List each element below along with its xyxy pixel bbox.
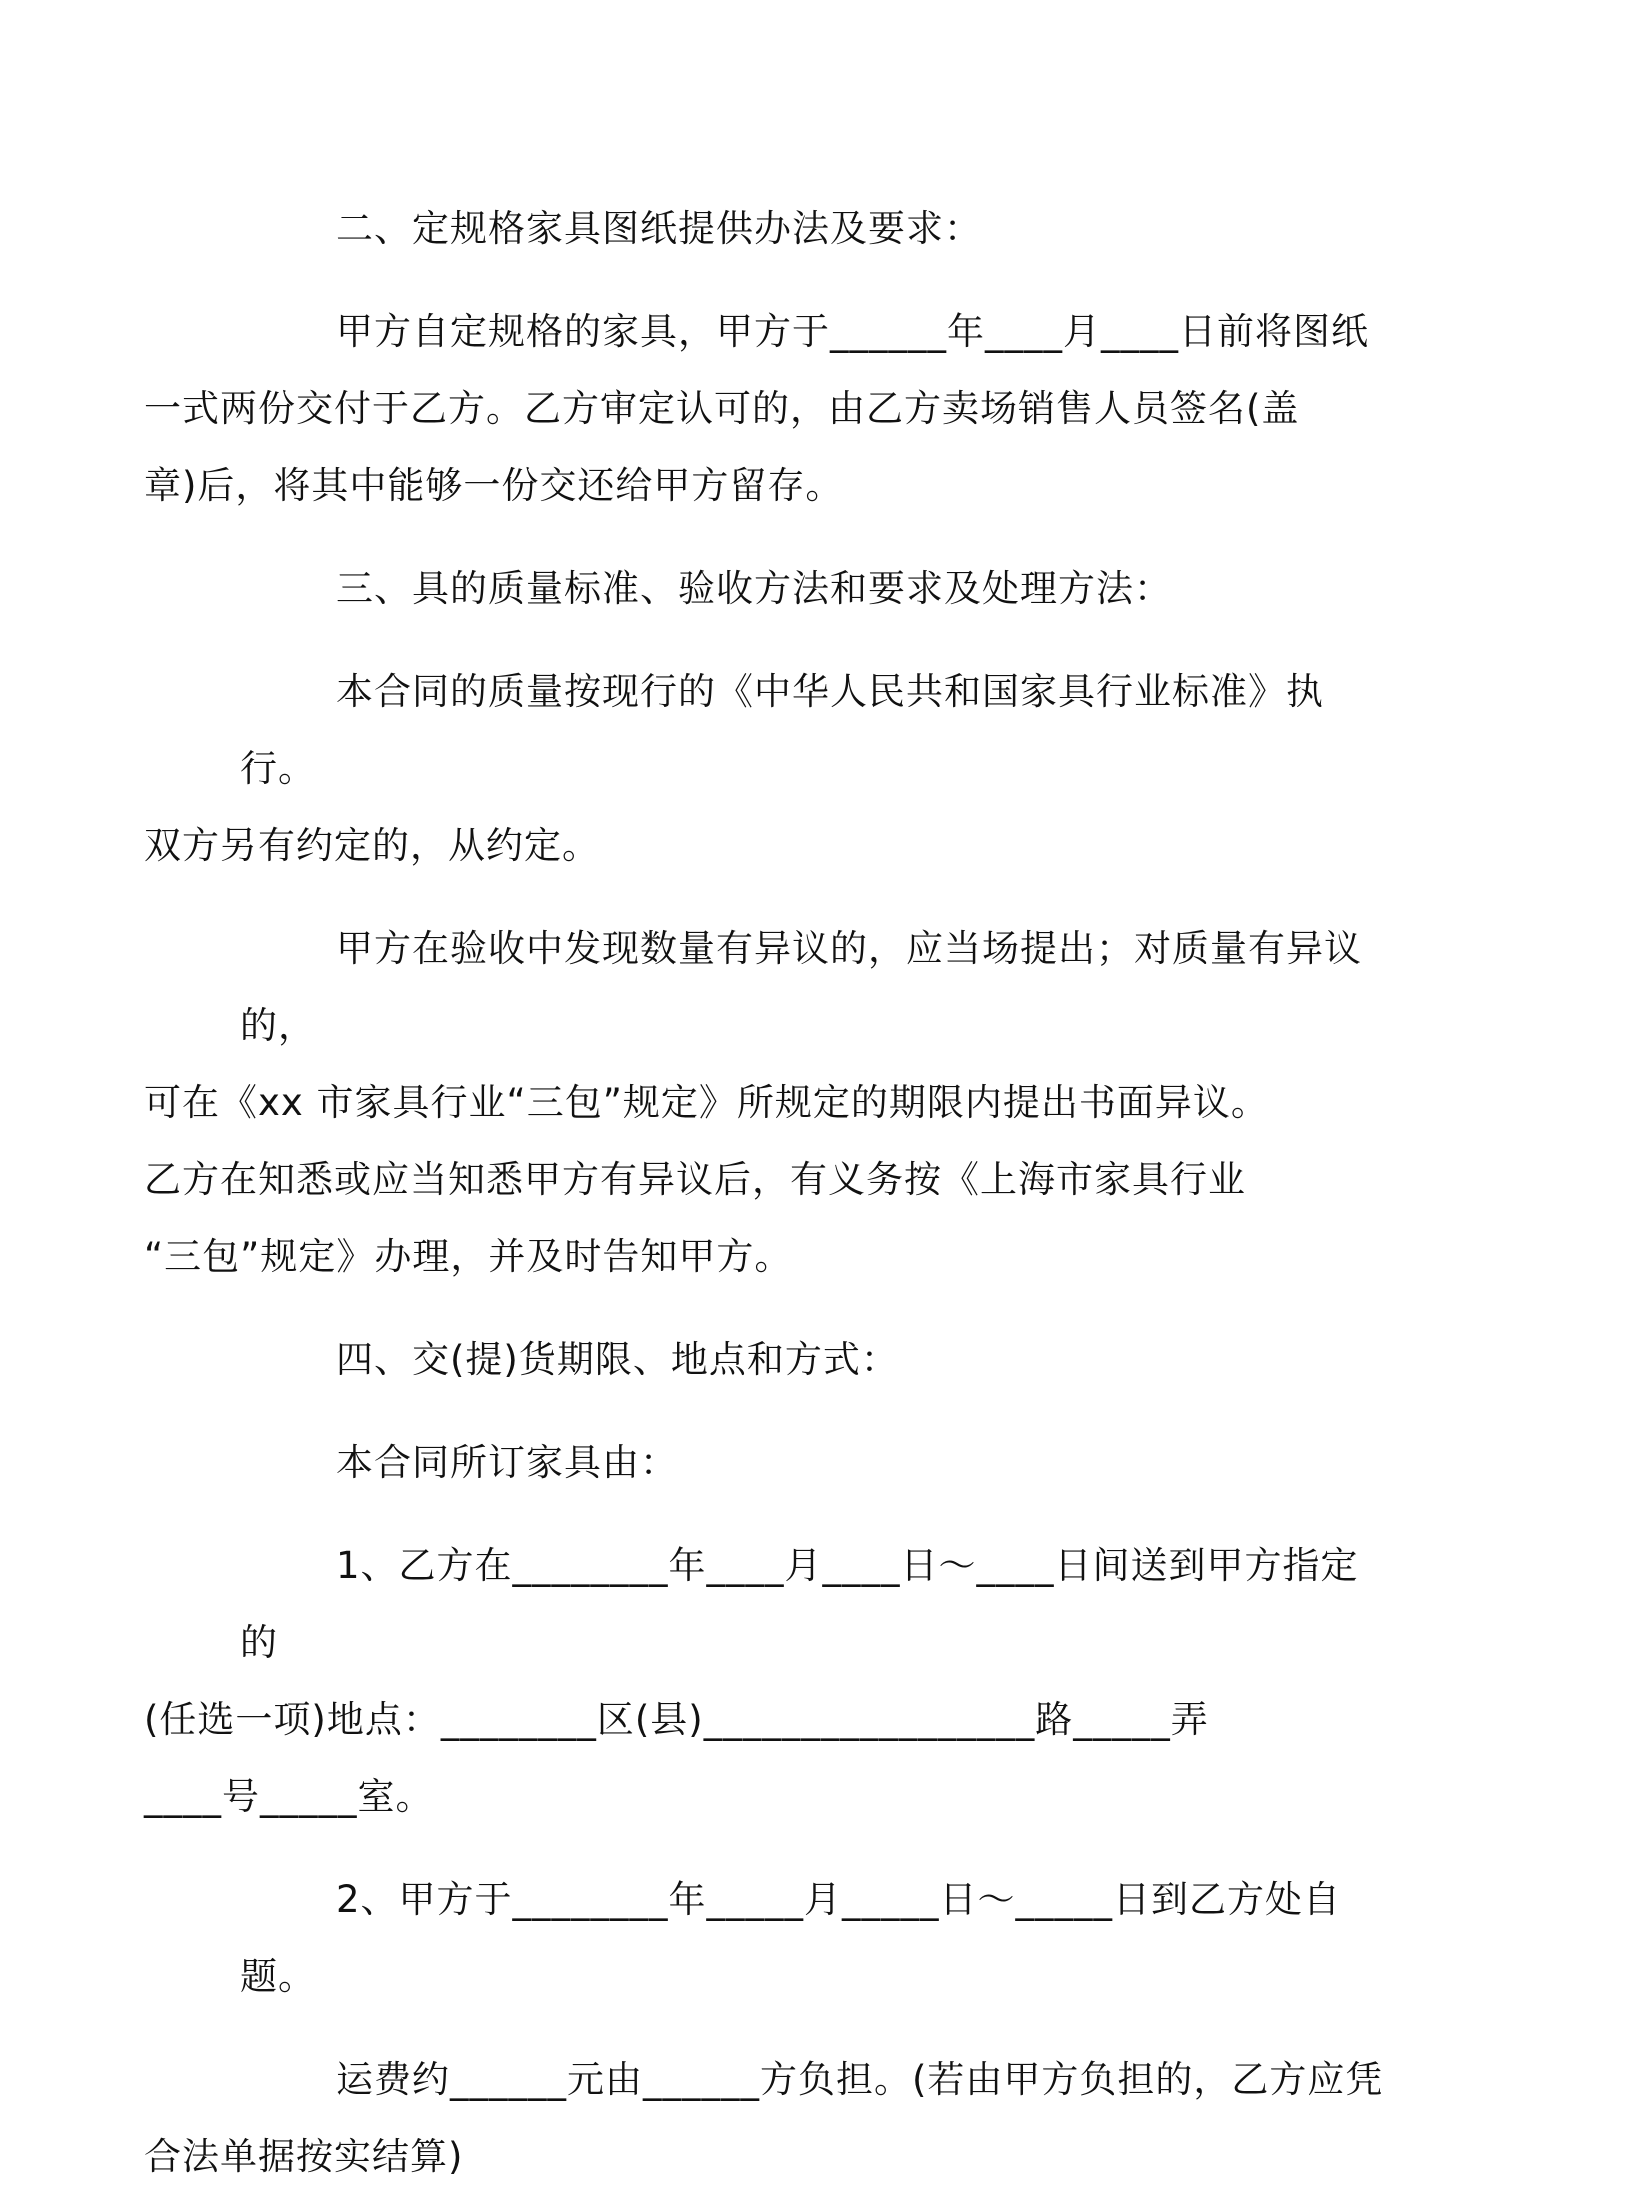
text-line: “三包”规定》办理，并及时告知甲方。 (144, 1235, 793, 1278)
text-line: 合法单据按实结算) (144, 2135, 464, 2178)
paragraph-objection (144, 910, 1390, 1295)
text-line: 乙方在知悉或应当知悉甲方有异议后，有义务按《上海市家具行业 (144, 1158, 1246, 1201)
text-line: (任选一项)地点：________区(县)_________________路_____弄 (144, 1698, 1209, 1741)
text-line: 2、甲方于________年_____月_____日～_____日到乙方处自题。 (240, 1878, 1342, 1998)
text-line: 可在《xx 市家具行业“三包”规定》所规定的期限内提出书面异议。 (144, 1081, 1269, 1124)
text-line: 四、交(提)货期限、地点和方式： (336, 1338, 899, 1381)
text-line: 三、具的质量标准、验收方法和要求及处理方法： (336, 567, 1172, 610)
section-heading-3 (240, 550, 1390, 627)
text-line: 一式两份交付于乙方。乙方审定认可的，由乙方卖场销售人员签名(盖 (144, 387, 1300, 430)
paragraph-freight (144, 2041, 1390, 2195)
text-line: 1、乙方在________年____月____日～____日间送到甲方指定的 (240, 1544, 1359, 1664)
text-line: 甲方自定规格的家具，甲方于______年____月____日前将图纸 (336, 310, 1369, 353)
paragraph-furniture-by (240, 1424, 1390, 1501)
paragraph-option-2-pickup (240, 1861, 1390, 2015)
text-line: 章)后，将其中能够一份交还给甲方留存。 (144, 464, 844, 507)
text-line: 二、定规格家具图纸提供办法及要求： (336, 207, 982, 250)
paragraph-drawing-delivery (144, 293, 1390, 524)
text-line: 甲方在验收中发现数量有异议的，应当场提出；对质量有异议的， (240, 927, 1362, 1047)
text-line: 双方另有约定的，从约定。 (144, 824, 600, 867)
text-line: ____号_____室。 (144, 1775, 434, 1818)
paragraph-option-1-delivery (144, 1527, 1390, 1835)
text-line: 本合同所订家具由： (336, 1441, 678, 1484)
text-line: 本合同的质量按现行的《中华人民共和国家具行业标准》执行。 (240, 670, 1324, 790)
text-line: 运费约______元由______方负担。(若由甲方负担的，乙方应凭 (336, 2058, 1384, 2101)
section-heading-4 (240, 1321, 1390, 1398)
document-body (144, 190, 1390, 2195)
paragraph-quality-standard (144, 653, 1390, 884)
section-heading-2 (240, 190, 1390, 267)
